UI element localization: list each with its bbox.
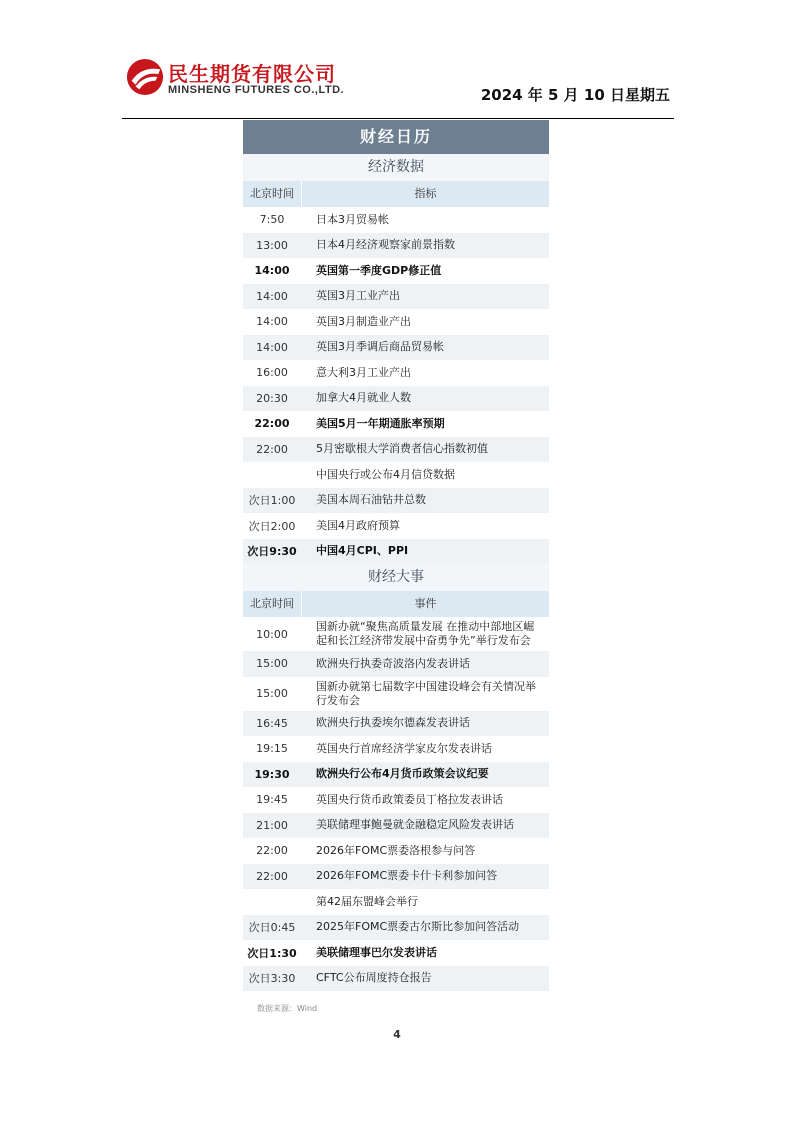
row-time: 14:00: [256, 315, 288, 329]
row-time: 22:00: [256, 844, 288, 858]
table-row: [243, 233, 549, 259]
row-text: 2026年FOMC票委洛根参与问答: [316, 843, 476, 857]
col-header-time: 北京时间: [250, 597, 294, 610]
table-row: [243, 617, 549, 651]
row-text: 第42届东盟峰会举行: [316, 894, 418, 908]
col-header-event: 事件: [301, 591, 549, 617]
row-time: 22:00: [256, 869, 288, 883]
row-time: 次日1:30: [247, 946, 297, 960]
row-text: 美国本周石油钻井总数: [316, 493, 426, 507]
row-time: 次日1:00: [248, 494, 296, 508]
row-text: 英国3月制造业产出: [316, 314, 411, 328]
table-row: [243, 889, 549, 915]
row-time: 次日9:30: [247, 545, 297, 559]
row-text: 英国央行货币政策委员丁格拉发表讲话: [316, 792, 503, 806]
company-logo: [126, 56, 366, 100]
row-text: 欧洲央行执委埃尔德森发表讲话: [316, 716, 470, 730]
table-row: [243, 864, 549, 890]
table-row: [243, 539, 549, 565]
row-text: 国新办就第七届数字中国建设峰会有关情况举行发布会: [316, 679, 536, 707]
row-time: 14:00: [256, 289, 288, 303]
row-text: 国新办就“聚焦高质量发展 在推动中部地区崛起和长江经济带发展中奋勇争先”举行发布会: [316, 620, 535, 647]
col-header-time: 北京时间: [250, 187, 294, 200]
table-row: [243, 488, 549, 514]
row-time: 19:30: [254, 767, 290, 781]
row-text: 英国3月季调后商品贸易帐: [316, 340, 444, 354]
row-time: 22:00: [254, 417, 290, 431]
table-row: [243, 736, 549, 762]
table-row: [243, 207, 549, 233]
row-text: 欧洲央行公布4月货币政策会议纪要: [316, 767, 489, 781]
row-time: 13:00: [256, 238, 288, 252]
row-text: 欧洲央行执委奇波洛内发表讲话: [316, 656, 470, 670]
row-time: 16:45: [256, 716, 288, 730]
table-row: [243, 335, 549, 361]
row-text: 英国第一季度GDP修正值: [316, 263, 442, 277]
row-time: 15:00: [256, 687, 288, 700]
row-time: 次日3:30: [248, 972, 296, 986]
row-time: 14:00: [256, 340, 288, 354]
table-row: [243, 309, 549, 335]
row-time: 21:00: [256, 818, 288, 832]
table-row: [243, 513, 549, 539]
table-row: [243, 462, 549, 488]
calendar-title: 财经日历: [243, 120, 549, 154]
table-row: [243, 411, 549, 437]
economic-data-section-title: 经济数据: [243, 154, 549, 181]
row-time: 19:45: [256, 793, 288, 807]
table-row: [243, 915, 549, 941]
row-text: 2025年FOMC票委古尔斯比参加问答活动: [316, 920, 520, 934]
financial-events-section-title: 财经大事: [243, 564, 549, 591]
table-row: [243, 284, 549, 310]
table-row: [243, 711, 549, 737]
logo-chinese-name: 民生期货有限公司: [168, 62, 336, 86]
table-row: [243, 651, 549, 677]
page-number: 4: [393, 1028, 401, 1041]
col-header-indicator: 指标: [301, 181, 549, 207]
table-row: [243, 258, 549, 284]
financial-events-table: [243, 617, 549, 991]
minsheng-logo-icon: [126, 58, 164, 96]
row-time: 次日0:45: [248, 921, 296, 935]
row-text: 美联储理事鲍曼就金融稳定风险发表讲话: [316, 818, 514, 832]
row-time: 20:30: [256, 391, 288, 405]
table-row: [243, 437, 549, 463]
table-row: [243, 677, 549, 711]
row-text: 中国4月CPI、PPI: [316, 544, 409, 558]
row-text: 意大利3月工业产出: [316, 365, 411, 379]
table-row: [243, 386, 549, 412]
row-text: CFTC公布周度持仓报告: [316, 971, 432, 985]
row-time: 22:00: [256, 442, 288, 456]
row-text: 加拿大4月就业人数: [316, 391, 411, 405]
table-row: [243, 838, 549, 864]
table-row: [243, 762, 549, 788]
row-text: 2026年FOMC票委卡什卡利参加问答: [316, 869, 498, 883]
table-row: [243, 966, 549, 992]
row-time: 7:50: [259, 213, 285, 227]
logo-english-name: MINSHENG FUTURES CO.,LTD.: [168, 84, 345, 96]
report-date: 2024 年 5 月 10 日星期五: [480, 86, 670, 104]
row-text: 日本4月经济观察家前景指数: [316, 238, 455, 252]
table-row: [243, 787, 549, 813]
financial-calendar: [243, 120, 549, 991]
row-time: 16:00: [256, 366, 288, 380]
row-text: 美国5月一年期通胀率预期: [316, 416, 445, 430]
table-row: [243, 813, 549, 839]
row-time: 14:00: [254, 264, 290, 278]
header-divider: [122, 118, 674, 119]
economic-data-header: [243, 181, 549, 207]
row-text: 日本3月贸易帐: [316, 212, 389, 226]
row-time: 15:00: [256, 657, 288, 671]
data-source: 数据来源：Wind: [257, 1004, 318, 1013]
table-row: [243, 360, 549, 386]
row-text: 美联储理事巴尔发表讲话: [316, 945, 437, 959]
row-time: 19:15: [256, 742, 288, 756]
row-text: 英国央行首席经济学家皮尔发表讲话: [316, 741, 492, 755]
economic-data-table: [243, 207, 549, 564]
row-text: 5月密歇根大学消费者信心指数初值: [316, 442, 488, 456]
row-text: 英国3月工业产出: [316, 289, 400, 303]
row-time: 10:00: [256, 627, 288, 641]
row-text: 中国央行或公布4月信贷数据: [316, 467, 455, 481]
row-time: 次日2:00: [248, 519, 296, 533]
table-row: [243, 940, 549, 966]
row-text: 美国4月政府预算: [316, 518, 400, 532]
financial-events-header: [243, 591, 549, 617]
